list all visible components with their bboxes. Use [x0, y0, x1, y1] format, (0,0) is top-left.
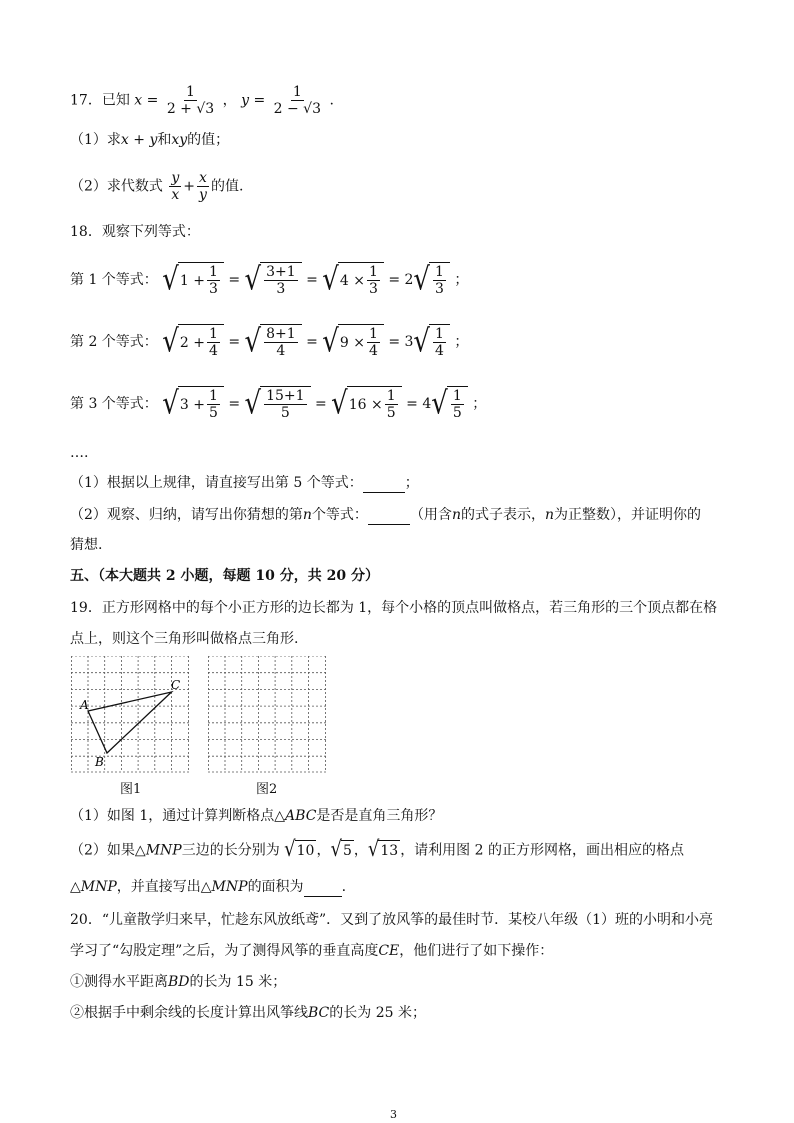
q18-part2-cont: 猜想.	[70, 537, 103, 553]
vertex-label-c: C	[171, 678, 181, 692]
q20-line1: 20．“儿童散学归来早，忙趁东风放纸鸢”．又到了放风筝的最佳时节．某校八年级（1）班的小明和小亮	[70, 912, 714, 928]
figure-2-grid	[208, 656, 328, 773]
fraction: $\frac{y}{x}$	[171, 170, 180, 203]
vertex-label-b: B	[95, 755, 104, 769]
page-number: 3	[390, 1108, 397, 1121]
q20-line2: 学习了“勾股定理”之后，为了测得风筝的垂直高度CE，他们进行了如下操作：	[70, 943, 554, 959]
q18-part2: （2）观察、归纳，请写出你猜想的第n个等式： （用含n的式子表示，n为正整数），并证明你的	[70, 507, 701, 523]
q20-step1: ①测得水平距离BD的长为 15 米；	[70, 974, 287, 990]
q17-part2: （2）求代数式 $\frac{y}{x}$ + $\frac{x}{y}$ 的值.	[70, 170, 244, 203]
q18-equation-1: 第 1 个等式： √ 1 + $\frac{1}{3}$ = √ $\frac{3+1}{3}$ = √ 4 × $\frac{1}{3}$ = 2 √ $\frac{1}{3}$ ；	[70, 262, 469, 298]
q18-intro: 18．观察下列等式：	[70, 224, 200, 240]
vertex-label-a: A	[80, 698, 89, 712]
q17-line: 17．已知 x = $\frac{1}{2 + √3}$ ， y = $\frac{1}{2 - √3}$ .	[70, 84, 334, 117]
q20-step2: ②根据手中剩余线的长度计算出风筝线BC的长为 25 米；	[70, 1005, 426, 1021]
figure-1-caption: 图1	[120, 782, 142, 797]
q19-part2: （2）如果△MNP三边的长分别为 √ 10 ， √ 5 ， √ 13 ，请利用图 2 的正方形网格，画出相应的格点	[70, 836, 684, 862]
q17-part1: （1）求x + y和xy的值；	[70, 132, 230, 148]
q18-equation-3: 第 3 个等式： √ 3 + $\frac{1}{5}$ = √ $\frac{15+1}{5}$ = √ 16 × $\frac{1}{5}$ = 4 √ $\frac{1}{5}$ ；	[70, 386, 487, 422]
q19-line1: 19．正方形网格中的每个小正方形的边长都为 1，每个小格的顶点叫做格点，若三角形的三个顶点都在格	[70, 600, 718, 616]
figure-1-grid	[71, 656, 191, 773]
answer-blank[interactable]	[368, 524, 410, 525]
answer-blank[interactable]	[363, 492, 405, 493]
figure-2-caption: 图2	[256, 782, 278, 797]
q18-equation-2: 第 2 个等式： √ 2 + $\frac{1}{4}$ = √ $\frac{8+1}{4}$ = √ 9 × $\frac{1}{4}$ = 3 √ $\frac{1}{4}$ ；	[70, 324, 469, 360]
answer-blank[interactable]	[304, 896, 342, 897]
q18-part1: （1）根据以上规律，请直接写出第 5 个等式： ；	[70, 475, 419, 491]
q19-part2-cont: △MNP，并直接写出△MNP的面积为 .	[70, 879, 347, 895]
section-heading: 五、（本大题共 2 小题，每题 10 分，共 20 分）	[70, 568, 379, 584]
q18-ellipsis: ….	[70, 445, 89, 461]
fraction: $\frac{1}{2 + √3}$	[166, 84, 215, 117]
fraction: $\frac{x}{y}$	[199, 170, 207, 203]
q19-part1: （1）如图 1，通过计算判断格点△ABC是否是直角三角形？	[70, 808, 443, 824]
fraction: $\frac{1}{2 - √3}$	[273, 84, 322, 117]
q19-line2: 点上，则这个三角形叫做格点三角形.	[70, 631, 299, 647]
